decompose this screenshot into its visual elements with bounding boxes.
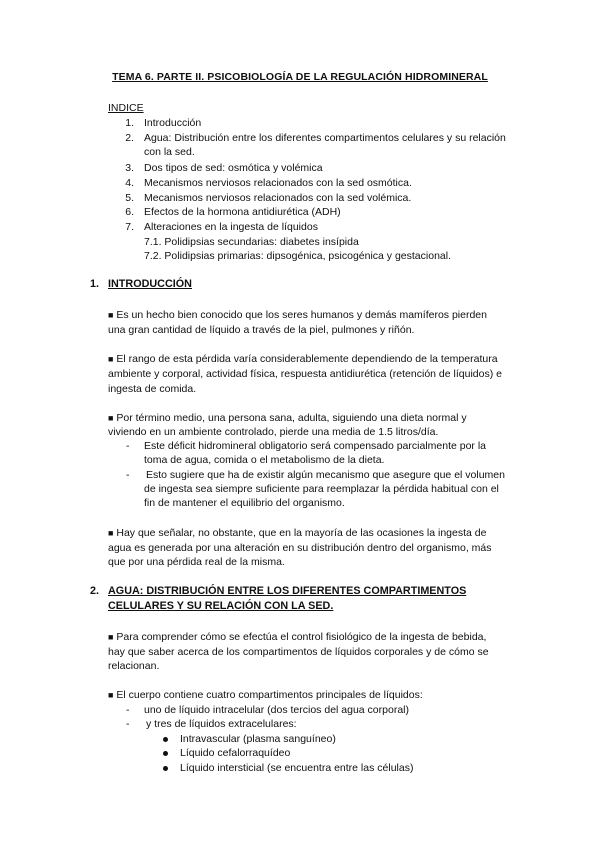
- dash-item-line: toma de agua, comida o el metabolismo de la dieta.: [144, 454, 385, 466]
- index-item: Efectos de la hormona antidiurética (ADH): [144, 206, 341, 218]
- dash-item-line: y tres de líquidos extracelulares:: [146, 718, 297, 730]
- square-bullet-icon: ■: [108, 354, 114, 364]
- index-item-num: 6.: [125, 206, 134, 218]
- dash-bullet-icon: -: [126, 469, 130, 481]
- dash-item-line: Esto sugiere que ha de existir algún mecanismo que asegure que el volumen: [146, 469, 505, 481]
- index-item: Alteraciones en la ingesta de líquidos: [144, 221, 318, 233]
- paragraph-line: ambiente y corporal, actividad física, respuesta antidiurética (retención de líquidos) e: [108, 368, 502, 380]
- round-bullet-icon: [163, 751, 168, 756]
- dash-item-line: uno de líquido intracelular (dos tercios del agua corporal): [144, 704, 409, 716]
- index-item: Mecanismos nerviosos relacionados con la sed volémica.: [144, 192, 412, 204]
- square-bullet-icon: ■: [108, 632, 114, 642]
- paragraph-line: ■ Por término medio, una persona sana, adulta, siguiendo una dieta normal y: [108, 412, 467, 424]
- dash-item-line: de ingesta sea siempre suficiente para reemplazar la pérdida habitual con el: [144, 483, 499, 495]
- section-2-heading: AGUA: DISTRIBUCIÓN ENTRE LOS DIFERENTES COMPARTIMENTOS: [108, 585, 467, 597]
- dash-bullet-icon: -: [126, 440, 130, 452]
- dash-item-line: fin de mantener el equilibrio del organismo.: [144, 497, 345, 509]
- paragraph-line: ■ El cuerpo contiene cuatro compartimentos principales de líquidos:: [108, 689, 423, 701]
- sub-item: Líquido cefalorraquídeo: [180, 747, 291, 759]
- index-item: Agua: Distribución entre los diferentes compartimentos celulares y su relación: [144, 132, 506, 144]
- square-bullet-icon: ■: [108, 690, 114, 700]
- section-2-number: 2.: [90, 585, 100, 597]
- index-subitem: 7.2. Polidipsias primarias: dipsogénica, psicogénica y gestacional.: [144, 250, 452, 262]
- sub-item: Intravascular (plasma sanguíneo): [180, 733, 336, 745]
- paragraph-line: ingesta de comida.: [108, 383, 197, 395]
- paragraph-line: viviendo en un ambiente controlado, pierde una media de 1.5 litros/día.: [108, 426, 439, 438]
- index-item-num: 5.: [125, 192, 134, 204]
- paragraph-line: agua es generada por una alteración en su distribución dentro del organismo, más: [108, 542, 492, 554]
- paragraph-line: ■ Para comprender cómo se efectúa el control fisiológico de la ingesta de bebida,: [108, 631, 487, 643]
- paragraph-line: ■ El rango de esta pérdida varía considerablemente dependiendo de la temperatura: [108, 353, 498, 365]
- index-item: Mecanismos nerviosos relacionados con la sed osmótica.: [144, 177, 412, 189]
- sub-item: Líquido intersticial (se encuentra entre las células): [180, 762, 414, 774]
- section-1-heading: INTRODUCCIÓN: [108, 278, 192, 290]
- index-item: Introducción: [144, 117, 202, 129]
- dash-item-line: Este déficit hidromineral obligatorio será compensado parcialmente por la: [144, 440, 487, 452]
- square-bullet-icon: ■: [108, 310, 114, 320]
- index-subitem: 7.1. Polidipsias secundarias: diabetes insípida: [144, 236, 359, 248]
- square-bullet-icon: ■: [108, 528, 114, 538]
- paragraph-line: una gran cantidad de líquido a través de la piel, pulmones y riñón.: [108, 324, 415, 336]
- index-item-num: 1.: [125, 117, 134, 129]
- paragraph-line: hay que saber acerca de los compartimentos de líquidos corporales y de cómo se: [108, 646, 489, 658]
- paragraph-line: relacionan.: [108, 660, 160, 672]
- index-heading: INDICE: [108, 102, 144, 114]
- document-title: TEMA 6. PARTE II. PSICOBIOLOGÍA DE LA REGULACIÓN HIDROMINERAL: [112, 71, 488, 83]
- dash-bullet-icon: -: [126, 718, 130, 730]
- square-bullet-icon: ■: [108, 413, 114, 423]
- index-item-num: 2.: [125, 132, 134, 144]
- paragraph-line: ■ Es un hecho bien conocido que los seres humanos y demás mamíferos pierden: [108, 309, 487, 321]
- section-2-heading: CELULARES Y SU RELACIÓN CON LA SED.: [108, 600, 334, 612]
- index-item-num: 3.: [125, 162, 134, 174]
- round-bullet-icon: [163, 766, 168, 771]
- dash-bullet-icon: -: [126, 704, 130, 716]
- paragraph-line: que por una pérdida real de la misma.: [108, 556, 285, 568]
- index-item: Dos tipos de sed: osmótica y volémica: [144, 162, 323, 174]
- round-bullet-icon: [163, 737, 168, 742]
- index-item-num: 4.: [125, 177, 134, 189]
- index-item-num: 7.: [125, 221, 134, 233]
- section-1-number: 1.: [90, 278, 100, 290]
- paragraph-line: ■ Hay que señalar, no obstante, que en la mayoría de las ocasiones la ingesta de: [108, 527, 487, 539]
- index-item-continuation: con la sed.: [144, 146, 195, 158]
